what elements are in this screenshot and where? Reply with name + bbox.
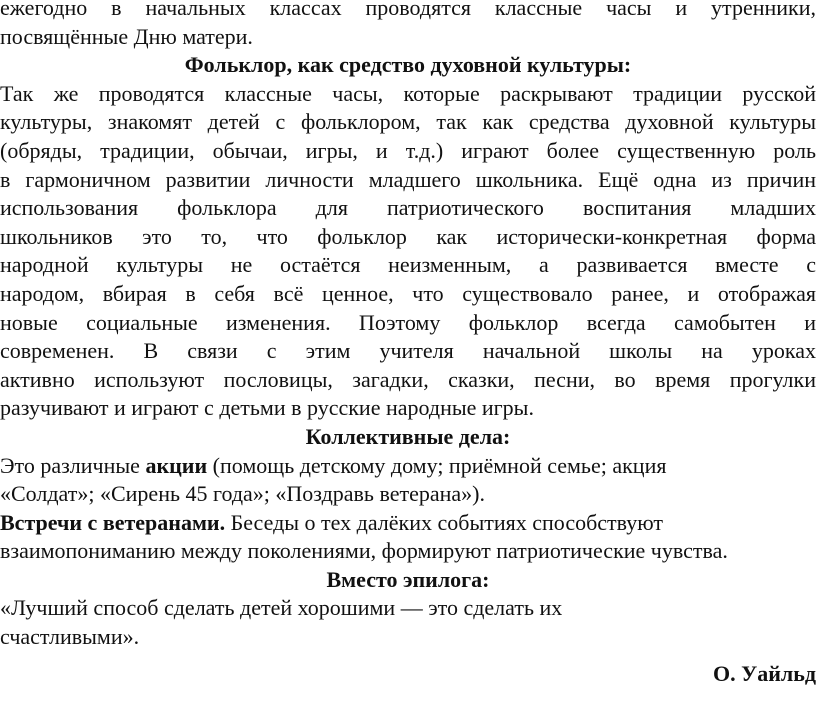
quote-line-2: счастливыми». bbox=[0, 624, 140, 650]
collective-line-2: «Солдат»; «Сирень 45 года»; «Поздравь ветерана»). bbox=[0, 481, 485, 507]
meetings-line-1 bbox=[0, 509, 816, 538]
folklore-line-11: активно используют пословицы, загадки, сказки, песни, во время прогулки bbox=[0, 366, 816, 392]
collective-line-1-suffix: (помощь детскому дому; приёмной семье; акция bbox=[207, 452, 667, 478]
folklore-line-1: Так же проводятся классные часы, которые раскрывают традиции русской bbox=[0, 80, 816, 106]
folklore-line-10: современен. В связи с этим учителя начальной школы на уроках bbox=[0, 338, 816, 364]
folklore-line-9: новые социальные изменения. Поэтому фольклор всегда самобытен и bbox=[0, 309, 816, 335]
quote-author: О. Уайльд bbox=[712, 660, 816, 686]
folklore-line-2: культуры, знакомят детей с фольклором, так как средства духовной культуры bbox=[0, 109, 816, 135]
meetings-line-2: взаимопониманию между поколениями, формируют патриотические чувства. bbox=[0, 538, 728, 564]
collective-line-1-prefix: Это различные bbox=[0, 452, 146, 478]
actions-keyword: акции bbox=[145, 452, 208, 478]
epilogue-heading: Вместо эпилога: bbox=[326, 566, 490, 592]
folklore-line-4: в гармоничном развитии личности младшего школьника. Ещё одна из причин bbox=[0, 166, 816, 192]
quote-line-1: «Лучший способ сделать детей хорошими — это сделать их bbox=[0, 595, 563, 621]
folklore-line-5: использования фольклора для патриотического воспитания младших bbox=[0, 195, 816, 221]
meetings-text: Беседы о тех далёких событиях способствуют bbox=[225, 509, 664, 535]
collective-heading: Коллективные дела: bbox=[305, 423, 511, 449]
folklore-line-12: разучивают и играют с детьми в русские народные игры. bbox=[0, 395, 534, 421]
meetings-keyword: Встречи с ветеранами. bbox=[0, 509, 226, 535]
folklore-line-6: школьников это то, что фольклор как исторически-конкретная форма bbox=[0, 223, 816, 249]
intro-line-1: ежегодно в начальных классах проводятся классные часы и утренники, bbox=[0, 0, 816, 20]
intro-line-2: посвящённые Дню матери. bbox=[0, 23, 253, 49]
folklore-line-7: народной культуры не остаётся неизменным, а развивается вместе с bbox=[0, 252, 816, 278]
folklore-line-8: народом, вбирая в себя всё ценное, что существовало ранее, и отображая bbox=[0, 280, 816, 306]
collective-line-1 bbox=[0, 452, 816, 481]
folklore-heading: Фольклор, как средство духовной культуры: bbox=[184, 52, 632, 78]
folklore-line-3: (обряды, традиции, обычаи, игры, и т.д.) играют более существенную роль bbox=[0, 137, 816, 163]
